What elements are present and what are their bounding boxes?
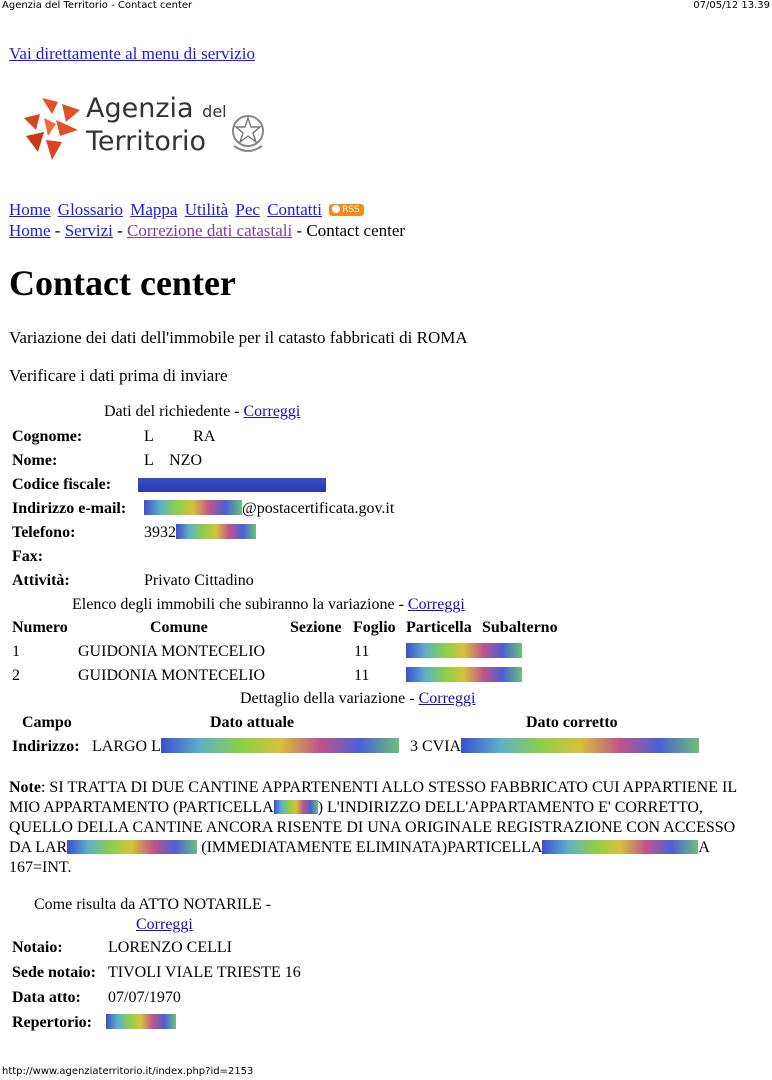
indirizzo-corretto-redacted xyxy=(461,738,699,753)
nav-mappa-link[interactable]: Mappa xyxy=(130,200,178,219)
rss-icon xyxy=(332,205,340,213)
breadcrumb-correzione-link[interactable]: Correzione dati catastali xyxy=(127,221,293,240)
attivita-value: Privato Cittadino xyxy=(144,572,254,589)
cognome-value: L RA xyxy=(144,428,216,445)
nav-contatti-link[interactable]: Contatti xyxy=(267,200,322,219)
breadcrumb-current: Contact center xyxy=(306,221,406,240)
particella-subalterno-redacted xyxy=(406,643,522,658)
notaio-value: LORENZO CELLI xyxy=(108,939,232,956)
print-title: Agenzia del Territorio - Contact center xyxy=(2,0,193,11)
repertorio-redacted xyxy=(106,1014,176,1029)
page-title: Contact center xyxy=(9,263,236,303)
email-redacted xyxy=(144,500,242,515)
notaio-label: Notaio: xyxy=(12,939,63,956)
col-dato-corretto: Dato corretto xyxy=(526,714,618,731)
indirizzo-label: Indirizzo: xyxy=(12,738,80,755)
breadcrumb-home-link[interactable]: Home xyxy=(9,221,51,240)
repertorio-label: Repertorio: xyxy=(12,1014,92,1031)
col-campo: Campo xyxy=(22,714,72,731)
col-foglio: Foglio xyxy=(353,619,396,636)
col-comune: Comune xyxy=(150,619,208,636)
telefono-value: 3932 xyxy=(144,524,256,542)
col-sezione: Sezione xyxy=(290,619,342,636)
codice-fiscale-label: Codice fiscale: xyxy=(12,476,112,493)
note-text: Note: SI TRATTA DI DUE CANTINE APPARTENENTI ALLO STESSO FABBRICATO CUI APPARTIENE IL MIO APPARTAMENTO (PARTICELLA ) L'INDIRIZZO DELL'APPARTAMENTO E' CORRETTO, QUELLO DELLA CANTINE ANCORA RISENTE DI UNA ORIGINALE REGISTRAZIONE CON ACCESSO DA LAR (IMMEDIATAMENTE ELIMINATA)PARTICELLA A 167=INT. xyxy=(9,779,737,876)
agenzia-logo[interactable] xyxy=(22,92,272,164)
intro-text: Variazione dei dati dell'immobile per il catasto fabbricati di ROMA xyxy=(9,328,468,347)
nome-label: Nome: xyxy=(12,452,58,469)
cognome-label: Cognome: xyxy=(12,428,83,445)
nome-value: L NZO xyxy=(144,452,203,469)
telefono-label: Telefono: xyxy=(12,524,76,541)
col-subalterno: Subalterno xyxy=(482,619,558,636)
rss-button[interactable]: RSS xyxy=(329,204,364,216)
nav-utilita-link[interactable]: Utilità xyxy=(184,200,229,219)
email-label: Indirizzo e-mail: xyxy=(12,500,127,517)
nav-pec-link[interactable]: Pec xyxy=(235,200,260,219)
data-atto-label: Data atto: xyxy=(12,989,81,1006)
correggi-immobili-link[interactable]: Correggi xyxy=(407,596,465,613)
print-header xyxy=(0,0,772,14)
email-value: @postacertificata.gov.it xyxy=(144,500,394,518)
nav-glossario-link[interactable]: Glossario xyxy=(57,200,123,219)
attivita-label: Attività: xyxy=(12,572,70,589)
indirizzo-attuale-redacted xyxy=(161,738,399,753)
breadcrumb-servizi-link[interactable]: Servizi xyxy=(64,221,113,240)
correggi-variazione-link[interactable]: Correggi xyxy=(418,690,476,707)
codice-fiscale-redacted xyxy=(138,478,326,492)
richiedente-heading: Dati del richiedente - Correggi xyxy=(104,403,301,420)
breadcrumb: Home - Servizi - Correzione dati catastali - Contact center xyxy=(9,221,406,240)
col-particella: Particella xyxy=(406,619,472,636)
data-atto-value: 07/07/1970 xyxy=(108,989,181,1006)
skip-to-service-menu-link[interactable]: Vai direttamente al menu di servizio xyxy=(9,44,255,63)
agenzia-star-icon xyxy=(22,96,82,164)
sede-notaio-value: TIVOLI VIALE TRIESTE 16 xyxy=(108,964,301,981)
verify-text: Verificare i dati prima di inviare xyxy=(9,366,228,385)
correggi-atto-link[interactable]: Correggi xyxy=(136,916,193,933)
nav-home-link[interactable]: Home xyxy=(9,200,51,219)
immobili-heading: Elenco degli immobili che subiranno la variazione - Correggi xyxy=(72,596,465,613)
italian-emblem-icon xyxy=(228,110,268,156)
variazione-heading: Dettaglio della variazione - Correggi xyxy=(240,690,476,707)
logo-wordmark: Agenzia del Territorio xyxy=(86,93,227,157)
print-url: http://www.agenziaterritorio.it/index.php?id=2153 xyxy=(2,1066,254,1077)
telefono-redacted xyxy=(176,524,256,539)
indirizzo-attuale: LARGO L xyxy=(92,738,399,756)
sede-notaio-label: Sede notaio: xyxy=(12,964,96,981)
fax-label: Fax: xyxy=(12,548,44,565)
atto-heading: Come risulta da ATTO NOTARILE - xyxy=(34,896,272,913)
print-date: 07/05/12 13.39 xyxy=(693,0,770,11)
particella-subalterno-redacted xyxy=(406,667,522,682)
col-dato-attuale: Dato attuale xyxy=(210,714,294,731)
indirizzo-corretto: 3 CVIA xyxy=(410,738,699,756)
col-numero: Numero xyxy=(12,619,68,636)
top-navigation xyxy=(9,200,364,220)
correggi-richiedente-link[interactable]: Correggi xyxy=(243,403,301,420)
